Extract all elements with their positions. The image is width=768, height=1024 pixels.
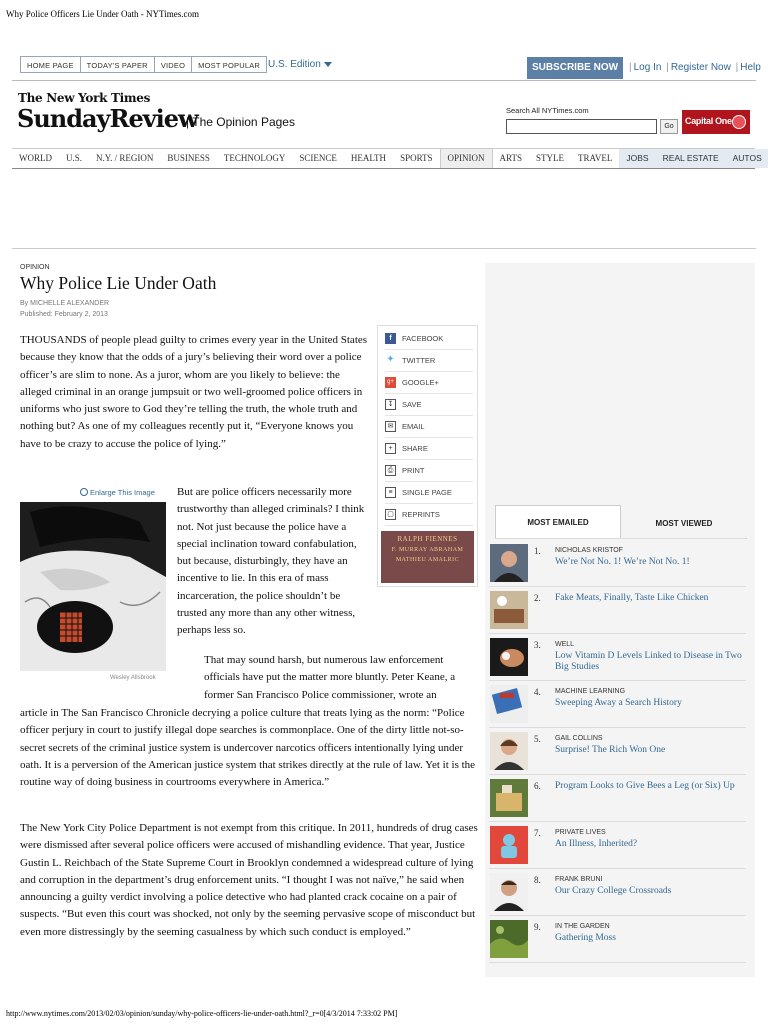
topnav-video[interactable]: VIDEO: [155, 56, 192, 73]
topnav-most-popular[interactable]: MOST POPULAR: [192, 56, 267, 73]
secnav-technology[interactable]: TECHNOLOGY: [223, 153, 286, 163]
list-divider: [495, 538, 746, 539]
search-history-thumbnail-icon: [490, 685, 528, 723]
article-headline: Why Police Lie Under Oath: [20, 273, 217, 293]
article-paragraph: That may sound harsh, but numerous law enforcement officials have put the matter more bluntly. Peter Keane, a former San Francisco Police commissioner, wrote an: [204, 654, 456, 701]
item-title[interactable]: Our Crazy College Crossroads: [555, 886, 672, 896]
article-paragraph: article in The San Francisco Chronicle decrying a police culture that treats lying as the norm: “Police officer perjury in court to justify illegal dope searches is commonplace. One of the dirty little not-so-secret secrets of the criminal justice system is undercover narcotics officers intentionally lying under oath. It is a perversion of the American justice system that strikes directly at the rule of law. Yet it is the routine way of doing business in courtrooms everywhere in America.”: [20, 707, 476, 789]
item-kicker: FRANK BRUNI: [555, 876, 603, 883]
item-kicker: GAIL COLLINS: [555, 735, 603, 742]
topnav-home-page[interactable]: HOME PAGE: [20, 56, 81, 73]
share-email[interactable]: [385, 416, 473, 438]
most-emailed-item[interactable]: [489, 681, 746, 728]
ad-line: RALPH FIENNES: [397, 535, 458, 543]
list-number: 9.: [534, 922, 541, 932]
secnav-health[interactable]: HEALTH: [350, 153, 387, 163]
separator: |: [735, 62, 739, 73]
share-facebook[interactable]: [385, 328, 473, 350]
search-label: Search All NYTimes.com: [506, 106, 589, 115]
topnav-todays-paper[interactable]: TODAY'S PAPER: [81, 56, 155, 73]
help-link[interactable]: Help: [740, 62, 761, 73]
most-emailed-item[interactable]: [489, 916, 746, 963]
chevron-down-icon: [324, 62, 332, 67]
item-kicker: NICHOLAS KRISTOF: [555, 547, 623, 554]
separator: |: [629, 62, 632, 73]
article-thumbnail: [490, 591, 528, 629]
article-paragraph: But are police officers necessarily more trustworthy than alleged criminals? I think not. Not just because the police have a special inclination toward confabulation, but because, disturbingly, they have an incentive to lie. In this era of mass incarceration, the police shouldn’t be trusted any more than any other witness, perhaps less so.: [177, 486, 365, 637]
share-print[interactable]: [385, 460, 473, 482]
person-thumbnail-icon: [490, 873, 528, 911]
share-tools-ad[interactable]: [381, 531, 474, 583]
article-thumbnail: [490, 732, 528, 770]
register-link[interactable]: Register Now: [670, 62, 731, 73]
ad-text: Capital One: [685, 116, 732, 126]
section-navigation: [12, 148, 762, 169]
account-links: [627, 62, 761, 73]
secnav-real-estate[interactable]: REAL ESTATE: [656, 149, 726, 168]
print-page-title: Why Police Officers Lie Under Oath - NYTimes.com: [6, 9, 199, 19]
food-thumbnail-icon: [490, 591, 528, 629]
article-thumbnail: [490, 638, 528, 676]
list-number: 8.: [534, 875, 541, 885]
article-kicker[interactable]: OPINION: [20, 264, 50, 271]
secnav-travel[interactable]: TRAVEL: [578, 153, 613, 163]
secnav-ny-region[interactable]: N.Y. / REGION: [96, 153, 154, 163]
enlarge-image-link[interactable]: [80, 488, 155, 497]
single-page-icon: ≡: [385, 487, 396, 498]
ad-logo-icon: [732, 115, 746, 129]
most-emailed-item[interactable]: [489, 540, 746, 587]
article-published-date: Published: February 2, 2013: [20, 311, 108, 318]
article-illustration[interactable]: [20, 502, 166, 671]
share-twitter[interactable]: [385, 350, 473, 372]
ad-divider: [12, 248, 756, 249]
share-label: TWITTER: [402, 356, 436, 365]
print-icon: ⎙: [385, 465, 396, 476]
google-plus-icon: g+: [385, 377, 396, 388]
search-input[interactable]: [506, 119, 657, 134]
most-emailed-item[interactable]: [489, 822, 746, 869]
article-byline: By MICHELLE ALEXANDER: [20, 300, 110, 307]
search-go-button[interactable]: Go: [660, 119, 678, 134]
secnav-autos[interactable]: AUTOS: [726, 149, 768, 168]
article-thumbnail: [490, 779, 528, 817]
person-thumbnail-icon: [490, 544, 528, 582]
share-label: GOOGLE+: [402, 378, 439, 387]
article-paragraph: THOUSANDS of people plead guilty to crimes every year in the United States because they know that the odds of a jury’s believing their word over a police officer’s are slim to none. As a juror, whom are you likely to believe: the alleged criminal in an orange jumpsuit or two well-groomed police officers in uniforms who just swore to God they’re telling the truth, the whole truth and nothing but? As one of my colleagues recently put it, “Everyone knows you have to be crazy to accuse the police of lying.”: [20, 334, 368, 450]
share-label: SINGLE PAGE: [402, 488, 452, 497]
login-link[interactable]: Log In: [633, 62, 662, 73]
share-single-page[interactable]: [385, 482, 473, 504]
share-label: SAVE: [402, 400, 422, 409]
subscribe-button[interactable]: SUBSCRIBE NOW: [527, 57, 623, 79]
most-emailed-item[interactable]: [489, 869, 746, 916]
item-kicker: WELL: [555, 641, 575, 648]
secnav-jobs[interactable]: JOBS: [619, 149, 655, 168]
item-kicker: IN THE GARDEN: [555, 923, 610, 930]
image-credit: Wesley Allsbrook: [110, 675, 156, 681]
item-title[interactable]: Sweeping Away a Search History: [555, 698, 682, 708]
twitter-icon: ✦: [386, 354, 395, 365]
capital-one-ad[interactable]: [682, 110, 750, 134]
illness-thumbnail-icon: [490, 826, 528, 864]
share-label: PRINT: [402, 466, 425, 475]
share-google-plus[interactable]: [385, 372, 473, 394]
share-icon: +: [385, 443, 396, 454]
police-illustration-icon: [20, 502, 166, 671]
article-thumbnail: [490, 685, 528, 723]
enlarge-label: Enlarge This Image: [90, 488, 155, 497]
bees-thumbnail-icon: [490, 779, 528, 817]
item-kicker: MACHINE LEARNING: [555, 688, 626, 695]
section-subtitle[interactable]: | The Opinion Pages: [186, 115, 295, 129]
secnav-us[interactable]: U.S.: [66, 153, 83, 163]
most-emailed-item[interactable]: [489, 634, 746, 681]
top-navigation: [20, 56, 267, 73]
share-label: REPRINTS: [402, 510, 440, 519]
secnav-style[interactable]: STYLE: [536, 153, 565, 163]
item-title[interactable]: Low Vitamin D Levels Linked to Disease in Two Big Studies: [555, 651, 742, 672]
article-thumbnail: [490, 544, 528, 582]
hand-thumbnail-icon: [490, 638, 528, 676]
email-icon: ✉: [385, 421, 396, 432]
edition-selector[interactable]: [268, 59, 332, 70]
secnav-arts[interactable]: ARTS: [499, 153, 523, 163]
list-number: 4.: [534, 687, 541, 697]
secnav-opinion[interactable]: OPINION: [440, 149, 493, 168]
tab-most-emailed[interactable]: MOST EMAILED: [495, 505, 621, 539]
share-reprints[interactable]: [385, 504, 473, 526]
ad-line: MATHIEU AMALRIC: [395, 557, 460, 563]
magnifier-icon: [80, 488, 88, 496]
section-title[interactable]: SundayReview: [17, 104, 198, 133]
share-label: FACEBOOK: [402, 334, 444, 343]
secnav-science[interactable]: SCIENCE: [299, 153, 337, 163]
article-thumbnail: [490, 920, 528, 958]
secnav-sports[interactable]: SPORTS: [400, 153, 433, 163]
item-title[interactable]: Program Looks to Give Bees a Leg (or Six) Up: [555, 781, 735, 791]
list-number: 7.: [534, 828, 541, 838]
most-emailed-item[interactable]: [489, 775, 746, 822]
share-share[interactable]: [385, 438, 473, 460]
list-number: 5.: [534, 734, 541, 744]
item-title[interactable]: Fake Meats, Finally, Taste Like Chicken: [555, 593, 709, 603]
secnav-world[interactable]: WORLD: [19, 153, 52, 163]
share-label: EMAIL: [402, 422, 425, 431]
list-number: 2.: [534, 593, 541, 603]
save-icon: ↧: [385, 399, 396, 410]
article-thumbnail: [490, 873, 528, 911]
most-emailed-item[interactable]: [489, 587, 746, 634]
item-title[interactable]: An Illness, Inherited?: [555, 839, 638, 849]
header-divider: [12, 80, 756, 81]
nyt-logo[interactable]: The New York Times: [18, 91, 151, 105]
edition-label: U.S. Edition: [268, 59, 321, 70]
item-title[interactable]: Gathering Moss: [555, 933, 616, 943]
most-emailed-item[interactable]: [489, 728, 746, 775]
article-paragraph: The New York City Police Department is not exempt from this critique. In 2011, hundreds of drug cases were dismissed after several police officers were accused of mishandling evidence. That year, Justice Gustin L. Reichbach of the State Supreme Court in Brooklyn condemned a widespread culture of lying and corruption in the department’s drug enforcement units. “I thought I was not naïve,” he said when announcing a guilty verdict involving a police detective who had planted crack cocaine on a pair of suspects. “But even this court was shocked, not only by the seeming pervasive scope of misconduct but even more distressingly by the seeming casualness by which such conduct is employed.”: [20, 822, 478, 938]
reprints-icon: ▢: [385, 509, 396, 520]
ad-line: F. MURRAY ABRAHAM: [391, 547, 464, 553]
moss-thumbnail-icon: [490, 920, 528, 958]
item-kicker: PRIVATE LIVES: [555, 829, 606, 836]
list-number: 1.: [534, 546, 541, 556]
facebook-icon: f: [385, 333, 396, 344]
separator: |: [666, 62, 669, 73]
item-title[interactable]: We’re Not No. 1! We’re Not No. 1!: [555, 557, 690, 567]
tab-most-viewed[interactable]: MOST VIEWED: [621, 508, 747, 539]
article-thumbnail: [490, 826, 528, 864]
share-save[interactable]: [385, 394, 473, 416]
print-page-url: http://www.nytimes.com/2013/02/03/opinion/sunday/why-police-officers-lie-under-oath.html?_r=0[4/3/2014 7:33:02 PM]: [6, 1009, 398, 1018]
item-title[interactable]: Surprise! The Rich Won One: [555, 745, 666, 755]
list-number: 3.: [534, 640, 541, 650]
person-thumbnail-icon: [490, 732, 528, 770]
list-number: 6.: [534, 781, 541, 791]
secnav-business[interactable]: BUSINESS: [167, 153, 210, 163]
share-label: SHARE: [402, 444, 428, 453]
